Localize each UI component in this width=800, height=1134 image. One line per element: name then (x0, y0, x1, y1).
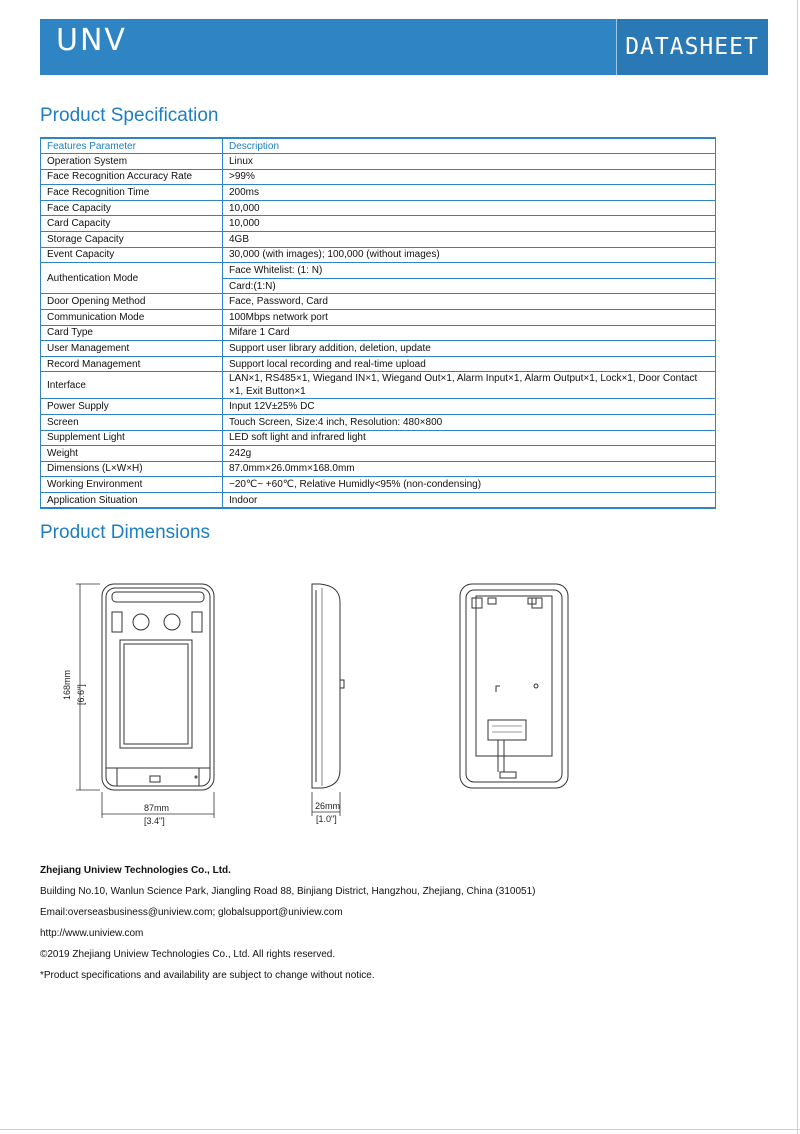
header-bar (40, 19, 616, 75)
spec-desc: 30,000 (with images); 100,000 (without images) (223, 247, 716, 263)
dimension-drawings (40, 560, 760, 830)
spec-param: Power Supply (41, 399, 223, 415)
table-row (41, 492, 716, 508)
table-row (41, 446, 716, 462)
spec-desc: LAN×1, RS485×1, Wiegand IN×1, Wiegand Out×1, Alarm Input×1, Alarm Output×1, Lock×1, Door Contact ×1, Exit Button×1 (223, 372, 716, 399)
spec-param: Application Situation (41, 492, 223, 508)
spec-body (41, 154, 716, 509)
datasheet-label: DATASHEET (625, 34, 759, 60)
spec-title: Product Specification (40, 105, 219, 126)
table-row (41, 356, 716, 372)
table-row (41, 341, 716, 357)
table-row (41, 461, 716, 477)
spec-desc: Mifare 1 Card (223, 325, 716, 341)
spec-param: Screen (41, 414, 223, 430)
spec-param: User Management (41, 341, 223, 357)
spec-desc: >99% (223, 169, 716, 185)
spec-param: Face Recognition Time (41, 185, 223, 201)
spec-param: Event Capacity (41, 247, 223, 263)
spec-desc: Linux (223, 154, 716, 170)
spec-desc: LED soft light and infrared light (223, 430, 716, 446)
spec-param: Working Environment (41, 477, 223, 493)
spec-param: Operation System (41, 154, 223, 170)
height-in-label: [6.6"] (76, 684, 86, 705)
spec-desc: 87.0mm×26.0mm×168.0mm (223, 461, 716, 477)
spec-desc: 10,000 (223, 216, 716, 232)
side-view-drawing (312, 584, 344, 816)
footer-address: Building No.10, Wanlun Science Park, Jiangling Road 88, Binjiang District, Hangzhou, Zhejiang, China (310051) (40, 886, 536, 897)
header-desc: Description (223, 138, 716, 154)
footer-disclaimer: *Product specifications and availability are subject to change without notice. (40, 970, 375, 981)
spec-param: Dimensions (L×W×H) (41, 461, 223, 477)
spec-param: Card Capacity (41, 216, 223, 232)
table-row (41, 399, 716, 415)
spec-desc: Touch Screen, Size:4 inch, Resolution: 480×800 (223, 414, 716, 430)
depth-in-label: [1.0"] (316, 814, 337, 824)
table-row (41, 247, 716, 263)
spec-desc: Indoor (223, 492, 716, 508)
spec-desc: Support user library addition, deletion, update (223, 341, 716, 357)
table-row (41, 231, 716, 247)
spec-param: Communication Mode (41, 309, 223, 325)
spec-desc: Face, Password, Card (223, 294, 716, 310)
depth-mm-label: 26mm (315, 801, 341, 811)
table-row (41, 294, 716, 310)
width-in-label: [3.4"] (144, 816, 165, 826)
table-row (41, 263, 716, 279)
spec-desc: Input 12V±25% DC (223, 399, 716, 415)
spec-table (40, 137, 716, 509)
spec-desc: 4GB (223, 231, 716, 247)
spec-desc: Card:(1:N) (223, 278, 716, 294)
table-row (41, 200, 716, 216)
spec-param: Supplement Light (41, 430, 223, 446)
spec-desc: 200ms (223, 185, 716, 201)
spec-desc: −20℃~ +60℃, Relative Humidly<95% (non-condensing) (223, 477, 716, 493)
footer-company: Zhejiang Uniview Technologies Co., Ltd. (40, 865, 231, 876)
table-row (41, 372, 716, 399)
spec-param: Record Management (41, 356, 223, 372)
spec-param: Face Capacity (41, 200, 223, 216)
footer-website[interactable]: http://www.uniview.com (40, 928, 144, 939)
spec-desc: 242g (223, 446, 716, 462)
spec-param: Card Type (41, 325, 223, 341)
spec-param: Weight (41, 446, 223, 462)
table-row (41, 185, 716, 201)
unv-logo-mark (56, 24, 126, 56)
table-row (41, 169, 716, 185)
height-mm-label: 168mm (62, 669, 72, 700)
table-row (41, 325, 716, 341)
spec-param: Face Recognition Accuracy Rate (41, 169, 223, 185)
spec-param: Door Opening Method (41, 294, 223, 310)
page-border (0, 1129, 800, 1130)
header-param: Features Parameter (41, 138, 223, 154)
spec-desc: 100Mbps network port (223, 309, 716, 325)
datasheet-banner (616, 19, 768, 75)
table-row (41, 430, 716, 446)
spec-param: Interface (41, 372, 223, 399)
table-header-row (41, 138, 716, 154)
table-row (41, 216, 716, 232)
dimensions-title: Product Dimensions (40, 522, 211, 543)
width-mm-label: 87mm (144, 803, 170, 813)
back-view-drawing (460, 584, 568, 788)
spec-desc: 10,000 (223, 200, 716, 216)
footer (40, 860, 535, 986)
footer-copyright: ©2019 Zhejiang Uniview Technologies Co., Ltd. All rights reserved. (40, 949, 336, 960)
table-row (41, 154, 716, 170)
front-view-drawing (76, 584, 214, 818)
spec-desc: Support local recording and real-time upload (223, 356, 716, 372)
table-row (41, 309, 716, 325)
footer-email: Email:overseasbusiness@uniview.com; globalsupport@uniview.com (40, 907, 343, 918)
svg-text:UNV: UNV (56, 24, 126, 56)
spec-desc: Face Whitelist: (1: N) (223, 263, 716, 279)
header-divider (616, 19, 617, 75)
spec-param: Storage Capacity (41, 231, 223, 247)
dimension-drawings-svg (40, 560, 760, 830)
page-border (797, 0, 798, 1134)
unv-logo (56, 24, 126, 65)
spec-param: Authentication Mode (41, 263, 223, 294)
table-row (41, 414, 716, 430)
table-row (41, 477, 716, 493)
